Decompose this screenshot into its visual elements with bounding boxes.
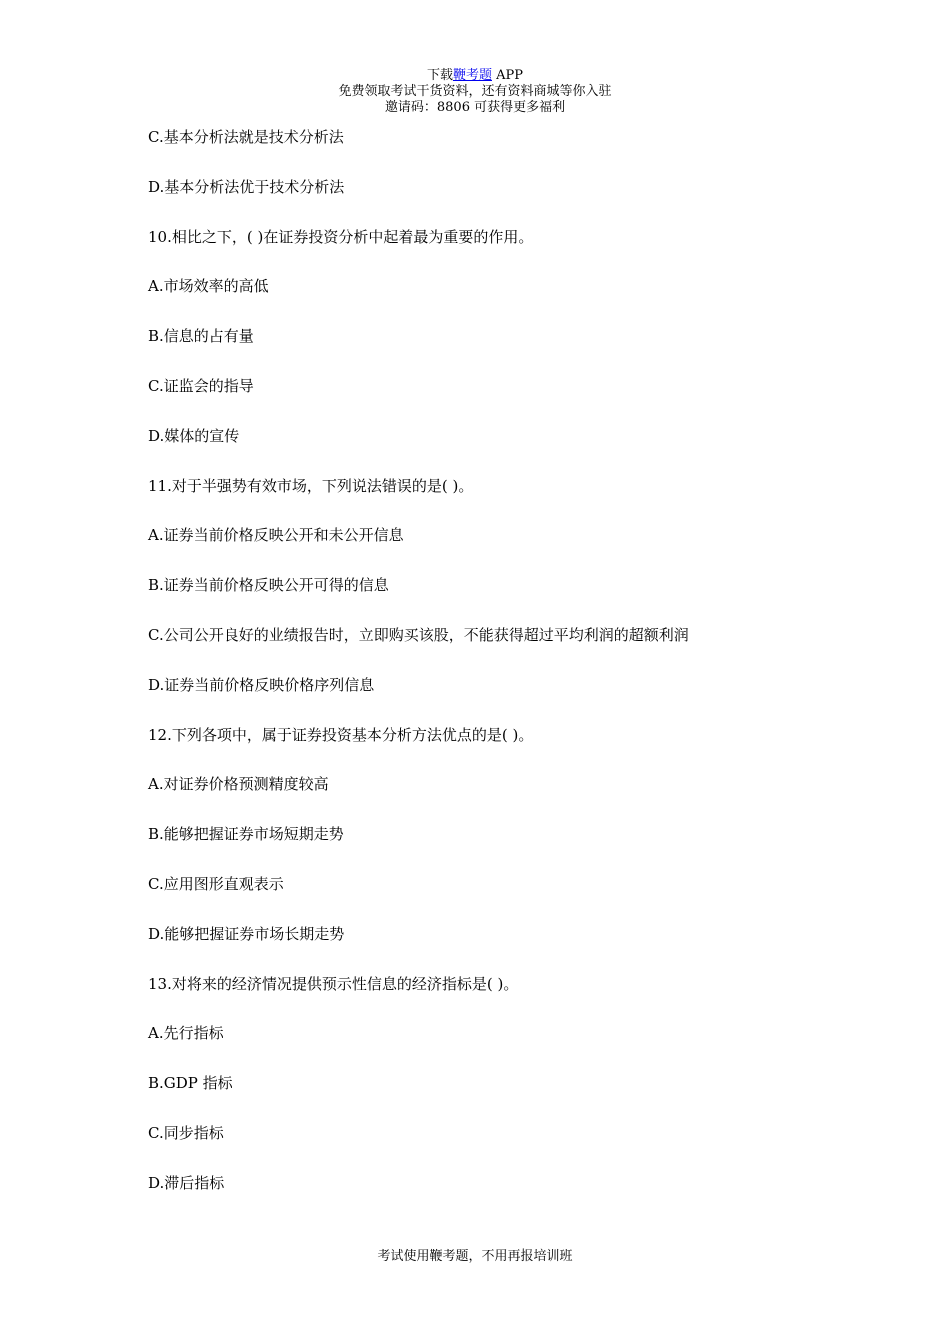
list-item: C.基本分析法就是技术分析法 — [148, 128, 344, 146]
list-item: A.先行指标 — [148, 1024, 224, 1043]
list-item: D.能够把握证券市场长期走势 — [148, 924, 345, 943]
invite-code-text: 邀请码：8806 可获得更多福利 — [384, 100, 566, 115]
list-item: D.滞后指标 — [148, 1173, 225, 1192]
list-item: B.信息的占有量 — [148, 327, 254, 346]
list-item: B.GDP 指标 — [148, 1074, 233, 1093]
list-item: C.同步指标 — [148, 1123, 224, 1142]
list-item: A.市场效率的高低 — [148, 277, 269, 296]
list-item: C.证监会的指导 — [148, 376, 254, 395]
list-item: D.基本分析法优于技术分析法 — [148, 177, 345, 196]
list-item: D.证券当前价格反映价格序列信息 — [148, 675, 375, 694]
download-line — [0, 68, 950, 84]
list-item: B.证券当前价格反映公开可得的信息 — [148, 576, 389, 595]
app-link[interactable]: 鞭考题 — [452, 68, 492, 83]
question-list — [148, 124, 848, 1220]
list-item: D.媒体的宣传 — [148, 426, 240, 445]
question-10: 10.相比之下，( )在证券投资分析中起着最为重要的作用。 — [148, 227, 534, 246]
question-12: 12.下列各项中，属于证券投资基本分析方法优点的是( )。 — [148, 725, 534, 744]
list-item: C.应用图形直观表示 — [148, 874, 284, 893]
promo-text: 免费领取考试干货资料，还有资料商城等你入驻 — [338, 84, 612, 99]
download-prefix: 下载 — [426, 68, 453, 83]
list-item: B.能够把握证券市场短期走势 — [148, 825, 344, 844]
page-footer: 考试使用鞭考题，不用再报培训班 — [377, 1249, 573, 1264]
page-header — [0, 68, 950, 116]
question-11: 11.对于半强势有效市场，下列说法错误的是( )。 — [148, 476, 474, 495]
list-item: C.公司公开良好的业绩报告时，立即购买该股，不能获得超过平均利润的超额利润 — [148, 625, 689, 644]
list-item: A.证券当前价格反映公开和未公开信息 — [148, 526, 404, 545]
list-item: A.对证券价格预测精度较高 — [148, 775, 329, 794]
question-13: 13.对将来的经济情况提供预示性信息的经济指标是( )。 — [148, 974, 519, 993]
download-suffix: APP — [492, 68, 524, 83]
